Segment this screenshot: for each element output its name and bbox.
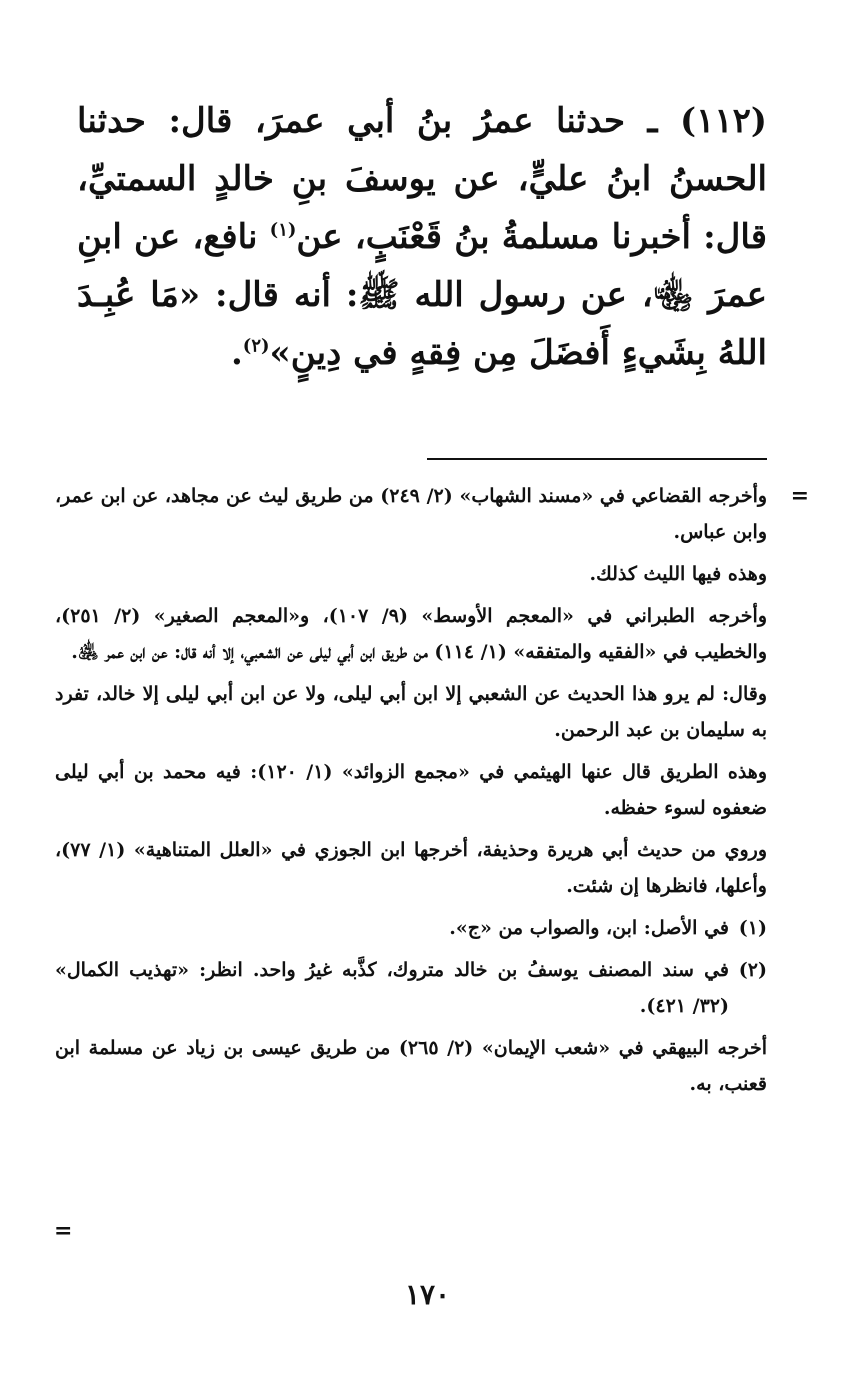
hadith-line-3b: نافع، عن ابنِ عمرَ ﵄، عن (77, 217, 767, 315)
note-paragraph: وهذه الطريق قال عنها الهيثمي في «مجمع الزوائد» (١/ ١٢٠): فيه محمد بن أبي ليلى ضعفوه لسوء حفظه. (55, 761, 767, 819)
hadith-line-5a: في دِينٍ» (269, 333, 398, 373)
footnote-divider (427, 458, 767, 460)
hadith-number: (١١٢) (680, 101, 767, 141)
footnote-ref-1[interactable]: (١) (269, 219, 297, 241)
hadith-line-2: ابنُ عليٍّ، عن يوسفَ بنِ خالدٍ السمتيِّ، قال: أخبرنا (77, 159, 767, 257)
footnotes-block (55, 478, 809, 1108)
footnote-2-number: (٢) (738, 959, 767, 981)
hadith-line-5b: . (230, 333, 243, 373)
note-paragraph: وأخرجه الطبراني في «المعجم الأوسط» (٩/ ١٠٧)، و«المعجم الصغير» (٢/ ٢٥١)، والخطيب في «الفقيه والمتفقه» (١/ ١١٤) من طريق ابن أبي ليلى عن الشعبي، إلا أنه قال: عن ابن عمر ﵁. (55, 605, 767, 663)
hadith-line-4: رسول الله ﷺ: أنه قال: «مَا عُبِـدَ اللهُ بِشَيءٍ أَفضَلَ مِن فِقهٍ (77, 275, 767, 373)
footnote-2-text: في سند المصنف يوسفُ بن خالد متروك، كذَّبه غيرُ واحد. انظر: «تهذيب الكمال» (٣٢/ ٤٢١). (55, 959, 729, 1017)
note-paragraph: وروي من حديث أبي هريرة وحذيفة، أخرجها ابن الجوزي في «العلل المتناهية» (١/ ٧٧)، وأعلها، فانظرها إن شئت. (55, 839, 767, 897)
continuation-mark: = (790, 483, 809, 509)
page-number: ١٧٠ (404, 1278, 451, 1311)
footnote-ref-2[interactable]: (٢) (242, 335, 270, 357)
hadith-line-3a: مسلمةُ بنُ قَعْنَبٍ، عن (296, 217, 600, 257)
note-paragraph: وقال: لم يرو هذا الحديث عن الشعبي إلا ابن أبي ليلى، ولا عن ابن أبي ليلى إلا خالد، تفرد به سليمان بن عبد الرحمن. (55, 683, 767, 741)
hadith-text (77, 92, 767, 382)
footnote-2-paragraph: أخرجه البيهقي في «شعب الإيمان» (٢/ ٢٦٥) من طريق عيسى بن زياد عن مسلمة ابن قعنب، به. (55, 1037, 767, 1095)
end-continuation-mark: = (54, 1218, 73, 1244)
footnote-2 (55, 952, 767, 1024)
footnote-1-text: في الأصل: ابن، والصواب من «ج». (449, 917, 729, 939)
footnote-1 (55, 910, 767, 946)
footnote-1-number: (١) (738, 917, 767, 939)
hadith-line-1: ـ حدثنا عمرُ بنُ أبي عمرَ، قال: حدثنا الحسنُ (77, 101, 767, 199)
note-paragraph: وأخرجه القضاعي في «مسند الشهاب» (٢/ ٢٤٩) من طريق ليث عن مجاهد، عن ابن عمر، وابن عباس. (55, 485, 768, 543)
note-paragraph: وهذه فيها الليث كذلك. (589, 563, 767, 585)
hadith-line (77, 92, 767, 382)
